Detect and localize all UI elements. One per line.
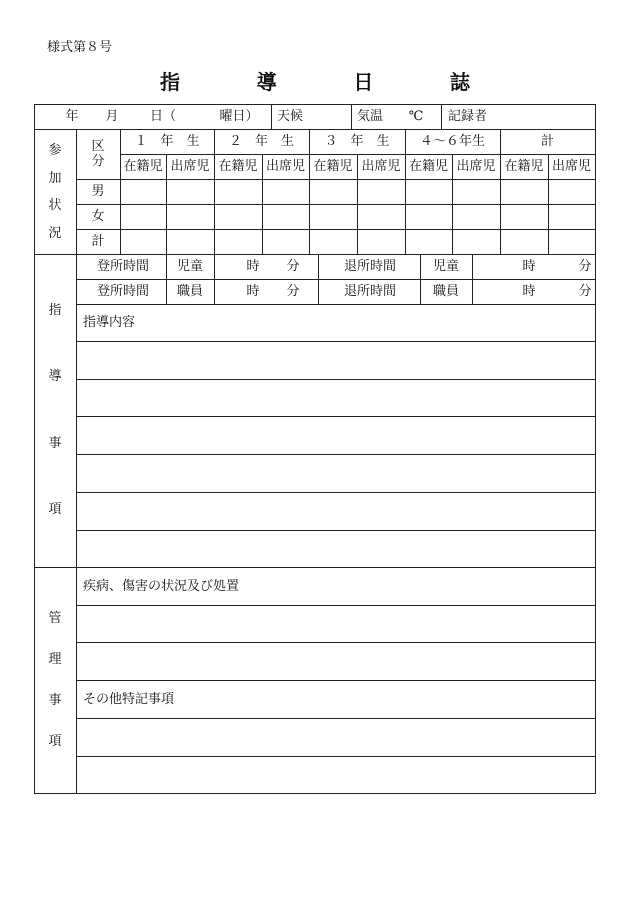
enrolled-header: 在籍児	[123, 159, 163, 174]
arrival-time-label: 登所時間	[96, 259, 149, 274]
section-char: 理	[48, 652, 62, 667]
staff-label: 職員	[432, 284, 459, 299]
guidance-section-label	[34, 304, 76, 516]
section-char: 事	[48, 435, 62, 451]
temperature-label: 気温	[357, 109, 384, 124]
rule	[76, 642, 596, 643]
present-header: 出席児	[551, 159, 591, 174]
enrolled-header: 在籍児	[408, 159, 448, 174]
rule	[441, 104, 442, 129]
enrolled-header: 在籍児	[313, 159, 353, 174]
hour-label: 時	[246, 284, 260, 299]
enrolled-header: 在籍児	[218, 159, 258, 174]
present-header: 出席児	[361, 159, 401, 174]
section-char: 指	[48, 303, 62, 318]
minute-label: 分	[578, 259, 592, 274]
rule	[76, 204, 596, 205]
rule	[34, 793, 596, 794]
hour-label: 時	[522, 284, 536, 299]
title-char-3: 日	[353, 69, 374, 94]
grade-1-header: １ 年 生	[134, 134, 200, 149]
departure-time-label: 退所時間	[343, 284, 396, 299]
rule	[271, 104, 272, 129]
rule	[76, 605, 596, 606]
management-section-label	[34, 612, 76, 748]
minute-label: 分	[578, 284, 592, 299]
minute-label: 分	[286, 259, 300, 274]
section-char: 項	[48, 734, 62, 749]
minute-label: 分	[286, 284, 300, 299]
section-char: 状	[48, 198, 62, 214]
weekday-label: 曜日）	[219, 109, 259, 124]
rule	[472, 254, 473, 304]
section-char: 加	[48, 170, 62, 186]
guidance-content-label: 指導内容	[83, 315, 136, 330]
rule	[76, 341, 596, 342]
illness-injury-label: 疾病、傷害の状況及び処置	[83, 578, 240, 594]
section-char: 事	[48, 693, 62, 708]
section-char: 導	[48, 369, 62, 385]
section-char: 項	[48, 501, 62, 517]
title-char-2: 導	[256, 69, 277, 94]
rule	[76, 229, 596, 230]
hour-label: 時	[246, 259, 260, 274]
recorder-label: 記録者	[448, 109, 488, 124]
rule	[76, 416, 596, 417]
form-number: 様式第８号	[47, 40, 113, 55]
attendance-section-label	[34, 144, 76, 240]
departure-time-label: 退所時間	[343, 259, 396, 274]
staff-label: 職員	[176, 284, 203, 299]
section-char: 参	[48, 143, 62, 158]
year-label: 年	[65, 109, 79, 124]
other-notes-label: その他特記事項	[83, 691, 175, 707]
section-char: 管	[48, 611, 62, 626]
row-label-girls: 女	[91, 209, 105, 224]
title-char-4: 誌	[449, 69, 470, 94]
month-label: 月	[105, 109, 119, 124]
rule	[76, 379, 596, 380]
arrival-time-label: 登所時間	[96, 284, 149, 299]
rule	[76, 454, 596, 455]
rule	[595, 104, 596, 794]
rule	[76, 492, 596, 493]
rule	[76, 179, 596, 180]
kubun-char: 区	[91, 139, 105, 154]
children-label: 児童	[176, 259, 203, 274]
total-header: 計	[540, 134, 554, 149]
day-label: 日（	[149, 109, 176, 124]
rule	[76, 756, 596, 757]
rule	[76, 718, 596, 719]
section-char: 況	[48, 225, 62, 241]
present-header: 出席児	[265, 159, 305, 174]
kubun-char: 分	[91, 154, 105, 169]
children-label: 児童	[432, 259, 459, 274]
hour-label: 時	[522, 259, 536, 274]
row-label-boys: 男	[91, 184, 105, 199]
present-header: 出席児	[456, 159, 496, 174]
title-char-1: 指	[160, 69, 180, 94]
enrolled-header: 在籍児	[504, 159, 544, 174]
weather-label: 天候	[277, 109, 304, 124]
grade-2-header: ２ 年 生	[228, 134, 294, 149]
rule	[76, 530, 596, 531]
document-title	[160, 65, 470, 95]
temperature-unit: ℃	[408, 109, 424, 124]
grade-3-header: ３ 年 生	[324, 134, 390, 149]
kubun-label	[76, 129, 120, 179]
row-label-total: 計	[91, 234, 105, 249]
rule	[214, 254, 215, 304]
present-header: 出席児	[170, 159, 210, 174]
grade-4-6-header: ４～６年生	[419, 134, 485, 149]
rule	[351, 104, 352, 129]
rule	[318, 254, 319, 304]
